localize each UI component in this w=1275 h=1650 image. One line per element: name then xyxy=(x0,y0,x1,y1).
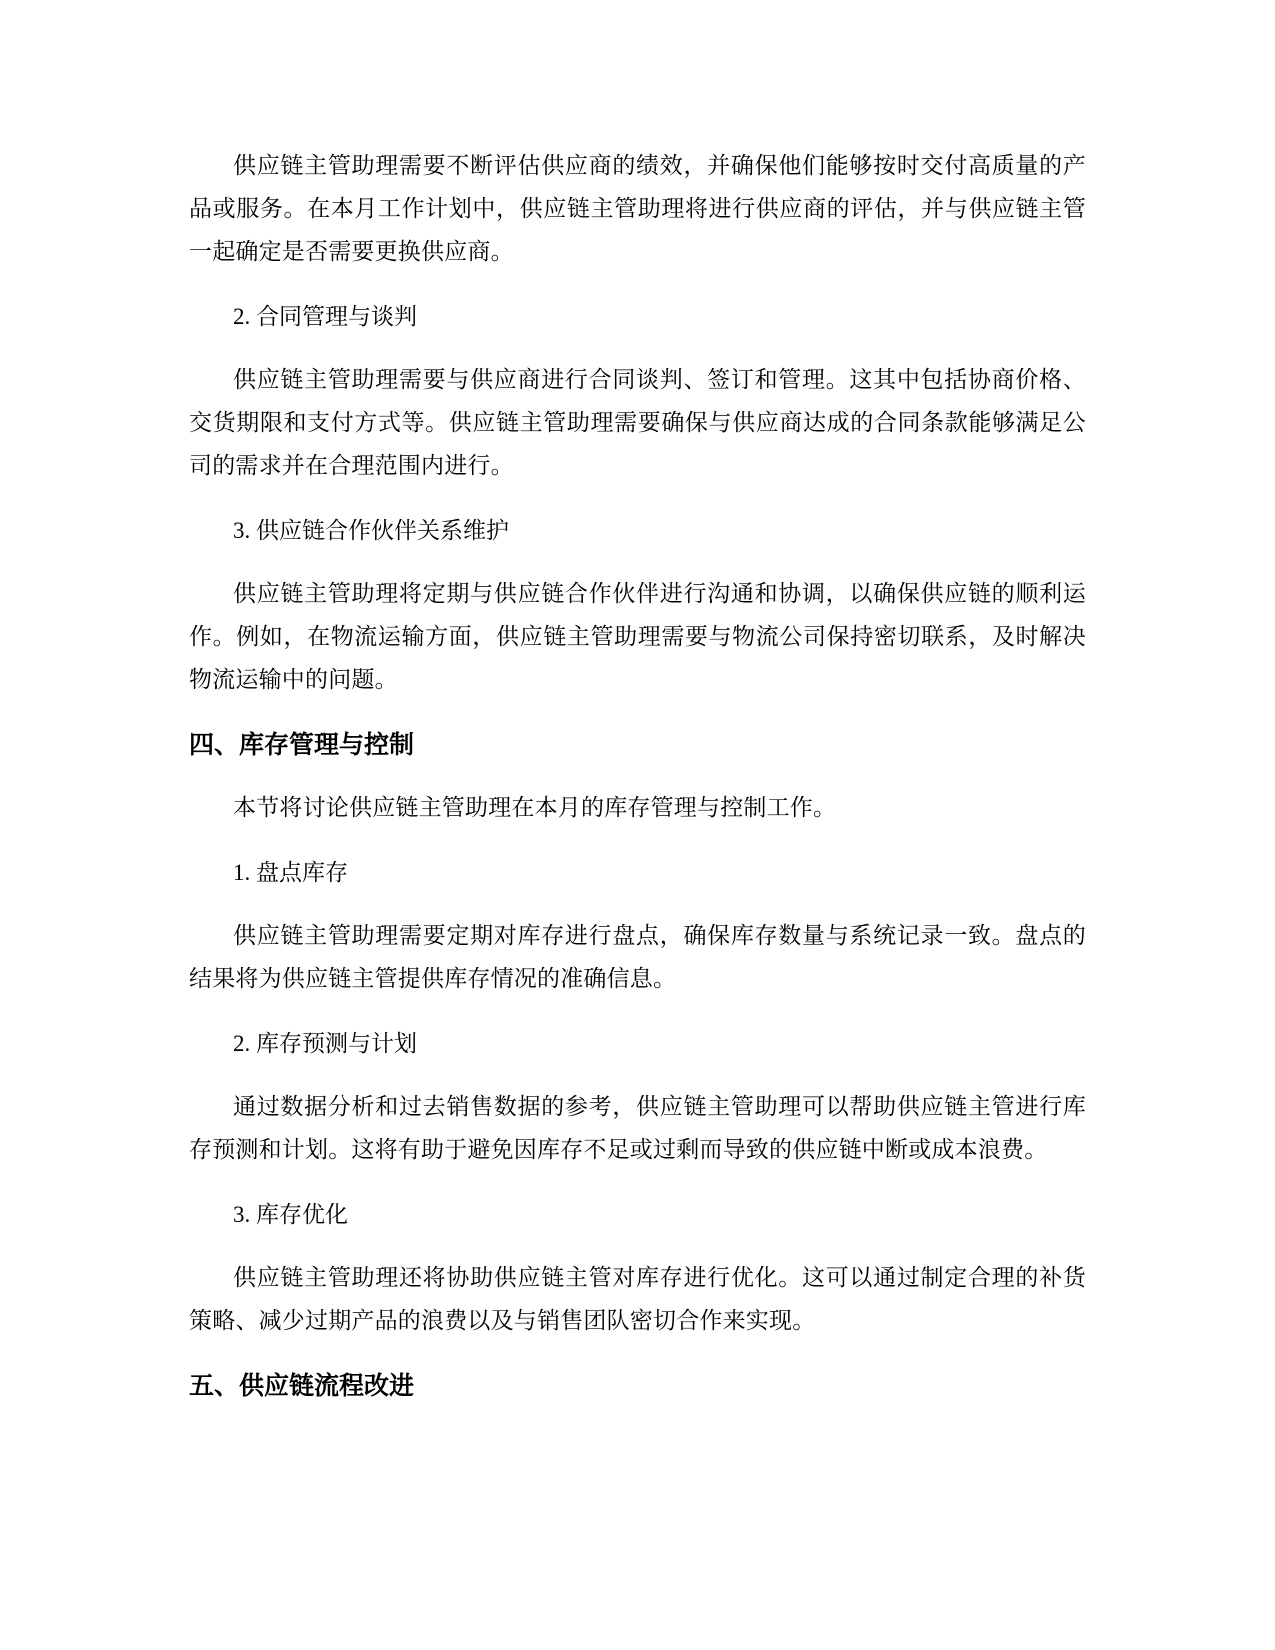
paragraph-inventory-optimization: 供应链主管助理还将协助供应链主管对库存进行优化。这可以通过制定合理的补货策略、减少过期产品的浪费以及与销售团队密切合作来实现。 xyxy=(189,1265,1086,1334)
subheading-inventory-forecast: 2. 库存预测与计划 xyxy=(233,1031,417,1056)
paragraph-contract-management: 供应链主管助理需要与供应商进行合同谈判、签订和管理。这其中包括协商价格、交货期限和支付方式等。供应链主管助理需要确保与供应商达成的合同条款能够满足公司的需求并在合理范围内进行。 xyxy=(189,367,1086,479)
paragraph-supplier-evaluation: 供应链主管助理需要不断评估供应商的绩效，并确保他们能够按时交付高质量的产品或服务。在本月工作计划中，供应链主管助理将进行供应商的评估，并与供应链主管一起确定是否需要更换供应商。 xyxy=(189,153,1086,265)
subheading-partner-relations: 3. 供应链合作伙伴关系维护 xyxy=(233,518,509,543)
paragraph-stocktaking: 供应链主管助理需要定期对库存进行盘点，确保库存数量与系统记录一致。盘点的结果将为供应链主管提供库存情况的准确信息。 xyxy=(189,923,1086,992)
subheading-contract-management: 2. 合同管理与谈判 xyxy=(233,304,417,329)
section-heading-process-improvement: 五、供应链流程改进 xyxy=(189,1371,415,1400)
paragraph-inventory-forecast: 通过数据分析和过去销售数据的参考，供应链主管助理可以帮助供应链主管进行库存预测和计划。这将有助于避免因库存不足或过剩而导致的供应链中断或成本浪费。 xyxy=(189,1094,1086,1163)
paragraph-inventory-intro: 本节将讨论供应链主管助理在本月的库存管理与控制工作。 xyxy=(233,795,837,821)
document-content xyxy=(189,145,1086,1428)
section-heading-inventory: 四、库存管理与控制 xyxy=(189,730,415,759)
subheading-stocktaking: 1. 盘点库存 xyxy=(233,860,348,885)
subheading-inventory-optimization: 3. 库存优化 xyxy=(233,1202,348,1227)
paragraph-partner-relations: 供应链主管助理将定期与供应链合作伙伴进行沟通和协调，以确保供应链的顺利运作。例如，在物流运输方面，供应链主管助理需要与物流公司保持密切联系，及时解决物流运输中的问题。 xyxy=(189,581,1086,693)
